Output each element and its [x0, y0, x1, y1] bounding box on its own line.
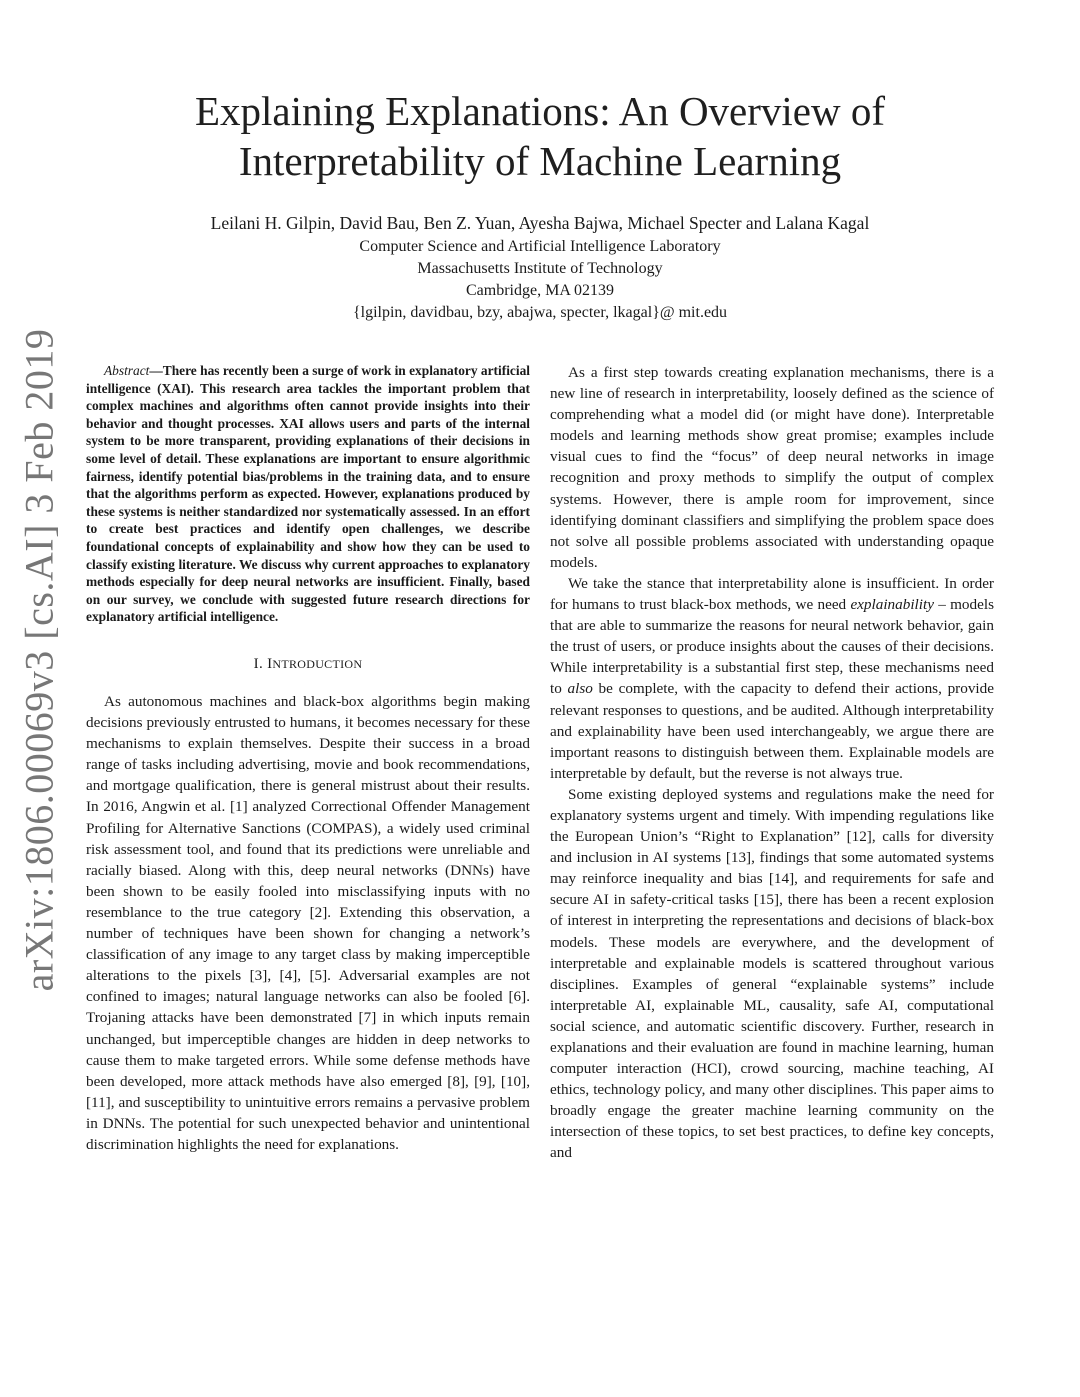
- section-heading-introduction: [86, 654, 530, 675]
- section-title-initial: I: [267, 655, 273, 672]
- p3-text-a: We take the stance that interpretability alone is insufficient. In order for humans to trust black-box methods, we need: [550, 574, 994, 614]
- intro-paragraph-3: [550, 573, 994, 784]
- paper-title-line-2: Interpretability of Machine Learning: [238, 138, 842, 184]
- paper-title: [90, 86, 990, 186]
- intro-paragraph-4: Some existing deployed systems and regulations make the need for explanatory systems urgent and timely. With impending regulations like the European Union’s “Right to Explanation” [12], calls for diversity and inclusion in AI systems [13], findings that some automated systems may reinforce inequality and bias [14], and requirements for safe and secure AI in safety-critical tasks [15], there has been a recent explosion of interest in interpreting the representations and decisions of black-box models. These models are everywhere, and the development of interpretable and explainable models is scattered throughout various disciplines. Examples of general “explainable systems” include interpretable AI, explainable ML, causality, safe AI, computational social science, and automatic scientific discovery. Further, research in explanations and their evaluation are found in machine learning, human computer interaction (HCI), crowd sourcing, machine teaching, AI ethics, technology policy, and many other disciplines. This paper aims to broadly engage the greater machine learning community on the intersection of these topics, to set best practices, to define key concepts, and: [550, 785, 994, 1162]
- p3-text-b: – models that are able to summarize the reasons for neural network behavior, gain the trust of users, or produce insights about the causes of their decisions. While interpretability is a substantial first step, these mechanisms need to: [550, 596, 994, 698]
- abstract-label: Abstract: [104, 363, 150, 378]
- abstract: [86, 362, 530, 626]
- p3-text-c: be complete, with the capacity to defend their actions, provide relevant responses to questions, and be audited. Although interpretability and explainability have been used interchangeably, we argue there are important reasons to distinguish between them. Explainable models are interpretable by default, but the reverse is not always true.: [550, 680, 994, 782]
- section-number: I.: [253, 655, 264, 672]
- author-list: Leilani H. Gilpin, David Bau, Ben Z. Yuan, Ayesha Bajwa, Michael Specter and Lalana Kagal: [210, 213, 870, 233]
- abstract-text: —There has recently been a surge of work in explanatory artificial intelligence (XAI). This research area tackles the important problem that complex machines and algorithms often cannot provide insights into their behavior and thought processes. XAI allows users and parts of the internal system to be more transparent, providing explanations of their decisions in some level of detail. These explanations are important to ensure algorithmic fairness, identify potential bias/problems in the training data, and to ensure that the algorithms perform as expected. However, explanations produced by these systems is neither standardized nor systematically assessed. In an effort to create best practices and identify open challenges, we describe foundational concepts of explainability and show how they can be used to classify existing literature. We discuss why current approaches to explanatory methods especially for deep neural networks are insufficient. Finally, based on our survey, we conclude with suggested future research directions for explanatory artificial intelligence.: [86, 363, 530, 625]
- p3-emphasis-also: also: [567, 680, 593, 698]
- author-emails: {lgilpin, davidbau, bzy, abajwa, specter, lkagal}@ mit.edu: [352, 304, 728, 321]
- left-column: [86, 362, 530, 1155]
- intro-paragraph-2: As a first step towards creating explanation mechanisms, there is a new line of research in interpretability, loosely defined as the science of comprehending what a model did (or might have done). Interpretable models and learning methods show great promise; examples include visual cues to find the “focus” of deep neural networks in image recognition and proxy methods to simplify the output of complex systems. However, there is ample room for improvement, since identifying dominant classifiers and simplifying the problem space does not solve all possible problems associated with understanding opaque models.: [550, 364, 994, 571]
- paper-title-line-1: Explaining Explanations: An Overview of: [194, 88, 886, 134]
- right-column: [550, 362, 994, 1164]
- arxiv-identifier-text: arXiv:1806.00069v3 [cs.AI] 3 Feb 2019: [16, 328, 62, 992]
- p3-emphasis-explainability: explainability: [850, 596, 934, 614]
- arxiv-identifier-stamp: [6, 328, 72, 992]
- intro-paragraph-1: As autonomous machines and black-box algorithms begin making decisions previously entrusted to humans, it becomes necessary for these mechanisms to explain themselves. Despite their success in a broad range of tasks including advertising, movie and book recommendations, and mortgage qualification, there is general mistrust about their results. In 2016, Angwin et al. [1] analyzed Correctional Offender Management Profiling for Alternative Sanctions (COMPAS), a widely used criminal risk assessment tool, and found that its predictions were unreliable and racially biased. Along with this, deep neural networks (DNNs) have been shown to be easily fooled into misclassifying inputs with no resemblance to the true category [2]. Extending this observation, a number of techniques have been shown for changing a network’s classification of any image to any target class by making imperceptible alterations to the pixels [3], [4], [5]. Adversarial examples are not confined to images; natural language networks can also be fooled [6]. Trojaning attacks have been demonstrated [7] in which inputs remain unchanged, but imperceptible changes are hidden in deep networks to cause them to make targeted errors. While some defense methods have been developed, more attack methods have also emerged [8], [9], [10], [11], and susceptibility to unintuitive errors remains a pervasive problem in DNNs. The potential for such unexpected behavior and unintentional discrimination highlights the need for explanations.: [86, 693, 530, 1153]
- section-title-rest: NTRODUCTION: [272, 656, 363, 671]
- affiliation-institute: Massachusetts Institute of Technology: [417, 260, 663, 277]
- affiliation-lab: Computer Science and Artificial Intelligence Laboratory: [359, 238, 721, 255]
- affiliation-city: Cambridge, MA 02139: [466, 282, 614, 299]
